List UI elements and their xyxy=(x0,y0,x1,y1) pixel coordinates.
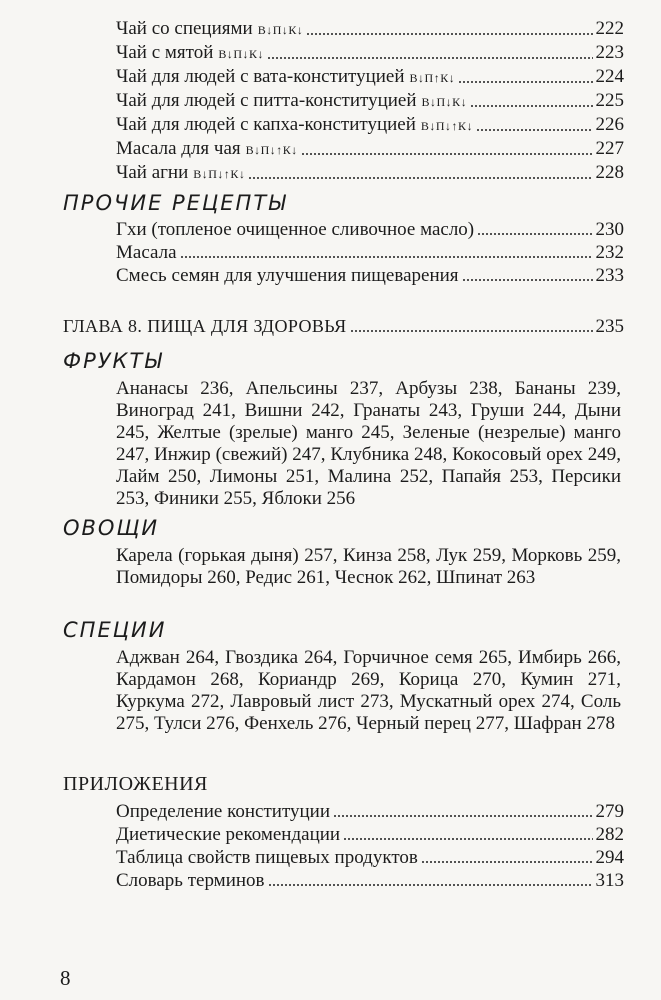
dot-leader xyxy=(421,860,593,864)
dot-leader xyxy=(470,104,592,108)
dot-leader xyxy=(350,329,593,333)
toc-entry-title: Чай агни xyxy=(116,162,189,183)
toc-entry-page: 228 xyxy=(595,162,624,183)
dot-leader xyxy=(333,814,592,818)
vegetables-index-text: Карела (горькая дыня) 257, Кинза 258, Лук 259, Морковь 259, Помидоры 260, Редис 261, Чеснок 262, Шпинат 263 xyxy=(116,545,621,588)
chapter-title: ГЛАВА 8. ПИЩА ДЛЯ ЗДОРОВЬЯ xyxy=(63,316,347,336)
page-number: 8 xyxy=(60,966,71,990)
toc-entry-title: Чай для людей с питта-конституцией xyxy=(116,90,417,111)
toc-entry xyxy=(116,65,624,90)
section-heading-spices: СПЕЦИИ xyxy=(63,618,167,642)
dot-leader xyxy=(343,837,592,841)
toc-entry-title: Таблица свойств пищевых продуктов xyxy=(116,847,418,868)
dosha-marks: В↓П↓К↓ xyxy=(218,47,265,61)
toc-entry-page: 294 xyxy=(595,847,624,868)
toc-entry-page: 225 xyxy=(595,90,624,111)
dot-leader xyxy=(301,152,593,156)
toc-entry-page: 227 xyxy=(595,138,624,159)
dot-leader xyxy=(268,883,593,887)
dosha-marks: В↓П↓К↓ xyxy=(421,95,468,109)
toc-entry-title: Гхи (топленое очищенное сливочное масло) xyxy=(116,219,475,240)
toc-entry-page: 222 xyxy=(595,18,624,39)
dot-leader xyxy=(458,80,592,84)
section-heading-vegetables: ОВОЩИ xyxy=(63,516,160,540)
toc-entry xyxy=(116,89,624,114)
toc-entry-title: Чай для людей с вата-конституцией xyxy=(116,66,405,87)
toc-entry-page: 226 xyxy=(595,114,624,135)
dot-leader xyxy=(477,232,592,236)
toc-entry-title: Чай с мятой xyxy=(116,42,214,63)
toc-entry xyxy=(116,846,624,870)
toc-entry-page: 223 xyxy=(595,42,624,63)
toc-entry-page: 233 xyxy=(595,265,624,286)
dot-leader xyxy=(462,278,593,282)
toc-entry-page: 230 xyxy=(595,219,624,240)
dot-leader xyxy=(180,255,593,259)
toc-entry-title: Словарь терминов xyxy=(116,870,265,891)
toc-entry xyxy=(116,17,624,42)
dot-leader xyxy=(476,128,592,132)
dosha-marks: В↓П↑К↓ xyxy=(409,71,456,85)
toc-entry xyxy=(116,41,624,66)
section-heading-appendices: ПРИЛОЖЕНИЯ xyxy=(63,773,208,795)
dosha-marks: В↓П↓↑К↓ xyxy=(420,119,474,133)
toc-entry xyxy=(116,113,624,138)
toc-entry-page: 282 xyxy=(595,824,624,845)
toc-entry xyxy=(116,869,624,893)
toc-entry xyxy=(116,264,624,288)
toc-entry-page: 279 xyxy=(595,801,624,822)
section-heading-fruits: ФРУКТЫ xyxy=(63,349,164,373)
section-heading-other-recipes: ПРОЧИЕ РЕЦЕПТЫ xyxy=(63,191,288,215)
fruits-index-text: Ананасы 236, Апельсины 237, Арбузы 238, Бананы 239, Виноград 241, Вишни 242, Гранаты 243, Груши 244, Дыни 245, Желтые (зрелые) манго 245, Зеленые (незрелые) манго 247, Инжир (свежий) 247, Клубника 248, Кокосовый орех 249, Лайм 250, Лимоны 251, Малина 252, Папайя 253, Персики 253, Финики 255, Яблоки 256 xyxy=(116,378,621,509)
toc-entry-title: Определение конституции xyxy=(116,801,331,822)
chapter-entry xyxy=(63,314,624,339)
dot-leader xyxy=(248,176,592,180)
chapter-page: 235 xyxy=(595,316,624,337)
toc-entry-title: Масала xyxy=(116,242,177,263)
toc-entry xyxy=(116,218,624,242)
dot-leader xyxy=(267,56,592,60)
dosha-marks: В↓П↓↑К↓ xyxy=(193,167,246,181)
dot-leader xyxy=(306,32,592,36)
toc-entry xyxy=(116,823,624,847)
toc-entry xyxy=(116,137,624,162)
toc-entry-title: Диетические рекомендации xyxy=(116,824,341,845)
toc-entry-title: Чай со специями xyxy=(116,18,253,39)
toc-entry-title: Смесь семян для улучшения пищеварения xyxy=(116,265,459,286)
toc-entry xyxy=(116,800,624,824)
toc-entry-title: Масала для чая xyxy=(116,138,241,159)
toc-entry-title: Чай для людей с капха-конституцией xyxy=(116,114,416,135)
toc-entry-page: 224 xyxy=(595,66,624,87)
toc-entry-page: 232 xyxy=(595,242,624,263)
spices-index-text: Аджван 264, Гвоздика 264, Горчичное семя 265, Имбирь 266, Кардамон 268, Кориандр 269, Корица 270, Кумин 271, Куркума 272, Лавровый лист 273, Мускатный орех 274, Соль 275, Тулси 276, Фенхель 276, Черный перец 277, Шафран 278 xyxy=(116,647,621,734)
toc-entry xyxy=(116,161,624,186)
toc-entry-page: 313 xyxy=(595,870,624,891)
dosha-marks: В↓П↓↑К↓ xyxy=(245,143,298,157)
dosha-marks: В↓П↓К↓ xyxy=(257,23,304,37)
toc-entry xyxy=(116,241,624,265)
